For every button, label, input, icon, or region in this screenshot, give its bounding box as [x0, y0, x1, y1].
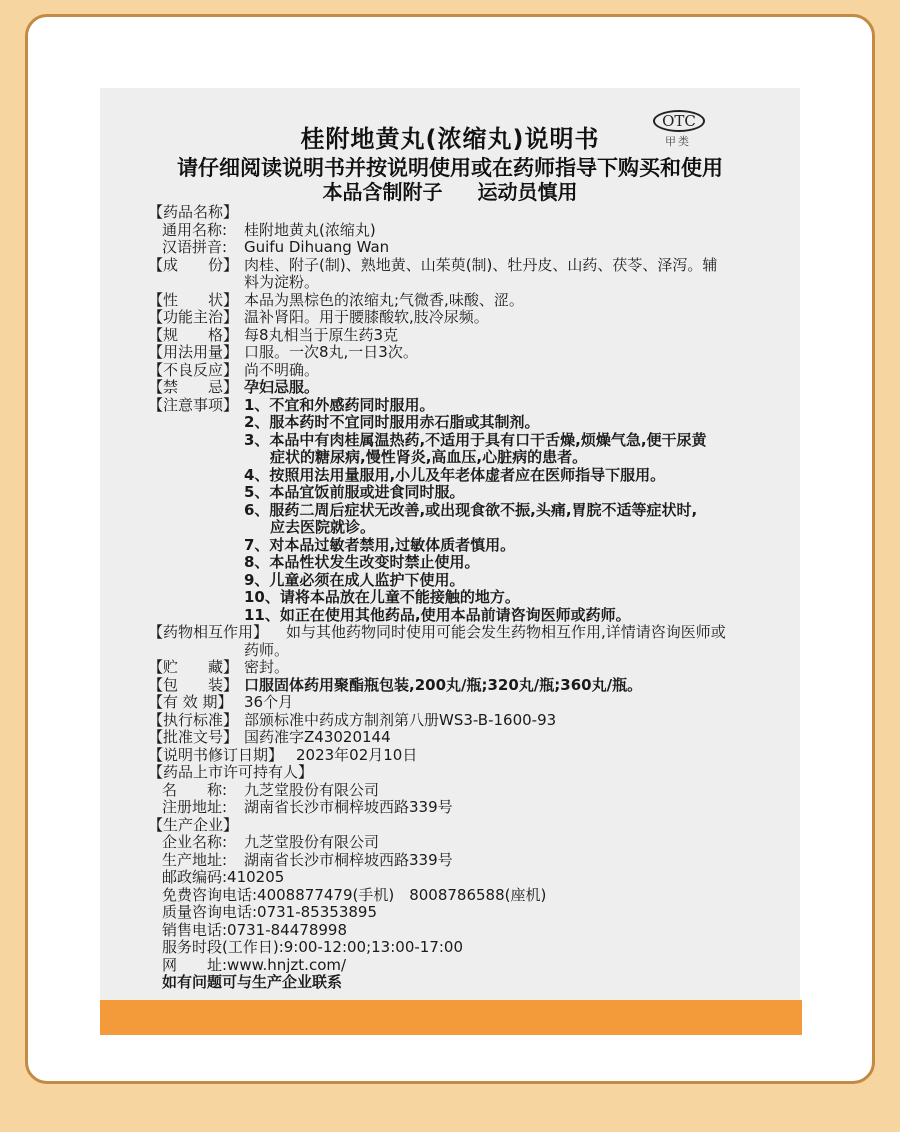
section-row	[148, 344, 798, 362]
section-text: 口服。一次8丸,一日3次。	[244, 343, 418, 361]
section-label: 【执行标准】	[148, 710, 239, 729]
section-row	[148, 834, 798, 852]
section-label: 【成 份】	[148, 255, 239, 274]
section-row	[148, 519, 798, 537]
orange-band	[100, 1000, 802, 1035]
section-text: 5、本品宜饭前服或进食同时服。	[244, 483, 465, 501]
section-row	[148, 939, 798, 957]
section-text: 7、对本品过敏者禁用,过敏体质者慎用。	[244, 535, 516, 554]
section-text: 10、请将本品放在儿童不能接触的地方。	[244, 588, 520, 606]
section-text: 部颁标准中药成方制剂第八册WS3-B-1600-93	[244, 710, 557, 729]
section-row	[148, 624, 798, 642]
section-label: 【包 装】	[148, 675, 239, 694]
section-text: 11、如正在使用其他药品,使用本品前请咨询医师或药师。	[244, 605, 631, 624]
section-text: 6、服药二周后症状无改善,或出现食欲不振,头痛,胃脘不适等症状时,	[244, 500, 698, 519]
warning-aconite: 本品含制附子	[322, 180, 443, 204]
section-label: 【贮 藏】	[148, 658, 239, 676]
section-row	[148, 922, 798, 940]
section-text: 密封。	[244, 658, 290, 676]
section-label: 【药品上市许可持有人】	[148, 763, 314, 781]
section-text: 服务时段(工作日):9:00-12:00;13:00-17:00	[162, 938, 464, 956]
section-label: 【禁 忌】	[148, 378, 239, 396]
section-text: 九芝堂股份有限公司	[244, 780, 380, 799]
section-text: 免费咨询电话:4008877479(手机) 8008786588(座机)	[162, 885, 547, 904]
section-row	[148, 467, 798, 485]
section-row	[148, 799, 798, 817]
leaflet-sections	[148, 204, 798, 992]
section-row	[148, 327, 798, 345]
section-row	[148, 747, 798, 765]
section-text: 4、按照用法用量服用,小儿及年老体虚者应在医师指导下服用。	[244, 465, 666, 484]
section-row	[148, 292, 798, 310]
section-text: 邮政编码:410205	[162, 868, 285, 886]
section-text: 九芝堂股份有限公司	[244, 833, 380, 851]
section-label: 【性 状】	[148, 290, 239, 309]
section-text: 孕妇忌服。	[244, 378, 320, 396]
section-text: 每8丸相当于原生药3克	[244, 325, 399, 344]
section-row	[148, 222, 798, 240]
section-label: 名 称:	[162, 780, 228, 799]
section-row	[148, 554, 798, 572]
section-label: 【有 效 期】	[148, 693, 233, 711]
section-text: 2、服本药时不宜同时服用赤石脂或其制剂。	[244, 413, 540, 431]
section-label: 【药品名称】	[148, 203, 239, 221]
section-row	[148, 712, 798, 730]
section-text: 如与其他药物同时使用可能会发生药物相互作用,详情请咨询医师或	[286, 623, 726, 641]
section-label: 【功能主治】	[148, 308, 239, 326]
section-label: 生产地址:	[162, 850, 228, 869]
section-text: 本品为黑棕色的浓缩丸;气微香,味酸、涩。	[244, 290, 524, 309]
section-row	[148, 607, 798, 625]
section-row	[148, 362, 798, 380]
section-label: 企业名称:	[162, 833, 228, 851]
section-label: 通用名称:	[162, 220, 228, 239]
section-text: 桂附地黄丸(浓缩丸)	[244, 220, 376, 239]
section-row	[148, 274, 798, 292]
section-text: 网 址:www.hnjzt.com/	[162, 955, 347, 974]
section-row	[148, 414, 798, 432]
section-row	[148, 904, 798, 922]
section-text: 1、不宜和外感药同时服用。	[244, 395, 435, 414]
section-text: 8、本品性状发生改变时禁止使用。	[244, 553, 480, 571]
section-label: 汉语拼音:	[162, 238, 228, 256]
section-label: 【药物相互作用】	[148, 623, 269, 641]
section-row	[148, 572, 798, 590]
section-row	[148, 379, 798, 397]
section-label: 【批准文号】	[148, 728, 239, 746]
section-label: 【注意事项】	[148, 395, 239, 414]
section-row	[148, 729, 798, 747]
leaflet-title: 桂附地黄丸(浓缩丸)说明书	[300, 125, 600, 153]
section-row	[148, 869, 798, 887]
section-text: 症状的糖尿病,慢性肾炎,高血压,心脏病的患者。	[270, 448, 588, 466]
section-row	[148, 782, 798, 800]
warning-line	[0, 176, 900, 205]
section-text: 销售电话:0731-84478998	[162, 920, 347, 939]
section-row	[148, 817, 798, 835]
section-row	[148, 642, 798, 660]
otc-badge: OTC	[653, 110, 705, 132]
section-text: 肉桂、附子(制)、熟地黄、山茱萸(制)、牡丹皮、山药、茯苓、泽泻。辅	[244, 255, 718, 274]
section-row	[148, 502, 798, 520]
section-text: 温补肾阳。用于腰膝酸软,肢冷尿频。	[244, 308, 489, 326]
section-row	[148, 677, 798, 695]
section-text: 2023年02月10日	[296, 745, 418, 764]
section-label: 【不良反应】	[148, 360, 239, 379]
section-row	[148, 484, 798, 502]
section-text: 国药准字Z43020144	[244, 728, 391, 746]
section-row	[148, 449, 798, 467]
section-label: 【生产企业】	[148, 815, 239, 834]
warning-athletes: 运动员慎用	[477, 180, 578, 204]
section-row	[148, 204, 798, 222]
section-row	[148, 974, 798, 992]
section-row	[148, 397, 798, 415]
section-row	[148, 589, 798, 607]
section-row	[148, 852, 798, 870]
section-text: 口服固体药用聚酯瓶包装,200丸/瓶;320丸/瓶;360丸/瓶。	[244, 675, 643, 694]
section-label: 注册地址:	[162, 798, 228, 816]
section-row	[148, 694, 798, 712]
section-text: 36个月	[244, 693, 294, 711]
section-row	[148, 764, 798, 782]
section-text: 质量咨询电话:0731-85353895	[162, 903, 377, 921]
section-row	[148, 887, 798, 905]
section-text: 料为淀粉。	[244, 273, 320, 291]
section-label: 【用法用量】	[148, 343, 239, 361]
section-row	[148, 257, 798, 275]
section-text: 9、儿童必须在成人监护下使用。	[244, 570, 465, 589]
section-label: 【说明书修订日期】	[148, 745, 284, 764]
section-text: 尚不明确。	[244, 360, 320, 379]
section-row	[148, 659, 798, 677]
section-text: Guifu Dihuang Wan	[244, 238, 390, 256]
section-text: 如有问题可与生产企业联系	[162, 973, 343, 991]
section-text: 3、本品中有肉桂属温热药,不适用于具有口干舌燥,烦燥气急,便干尿黄	[244, 430, 707, 449]
section-row	[148, 309, 798, 327]
section-row	[148, 239, 798, 257]
section-text: 药师。	[244, 640, 290, 659]
section-text: 应去医院就诊。	[270, 518, 376, 536]
leaflet-subtitle: 请仔细阅读说明书并按说明使用或在药师指导下购买和使用	[177, 156, 723, 180]
section-text: 湖南省长沙市桐梓坡西路339号	[244, 850, 453, 869]
section-row	[148, 537, 798, 555]
section-row	[148, 957, 798, 975]
section-row	[148, 432, 798, 450]
otc-class-label: 甲类	[665, 135, 691, 148]
section-text: 湖南省长沙市桐梓坡西路339号	[244, 798, 453, 816]
section-label: 【规 格】	[148, 325, 239, 344]
